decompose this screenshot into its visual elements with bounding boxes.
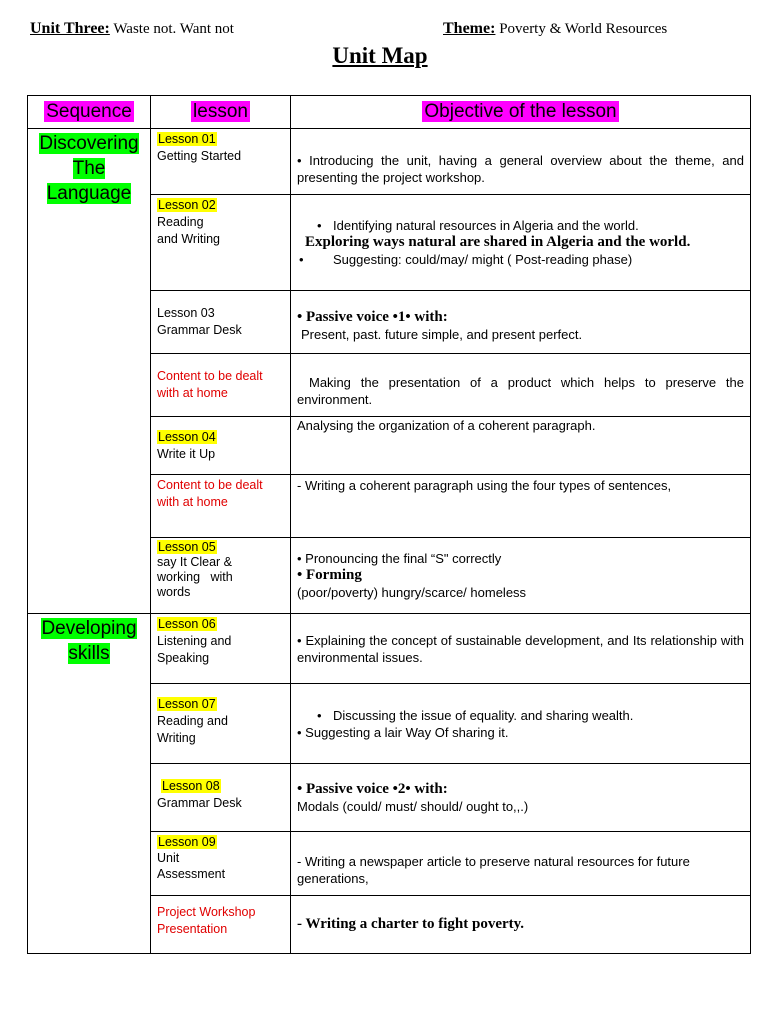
unit-map-table [27, 95, 751, 954]
lesson-cell: Lesson 07 Reading and Writing [151, 684, 291, 764]
objective-cell: • Explaining the concept of sustainable development, and Its relationship with environmental issues. [291, 614, 751, 684]
lesson-cell: Content to be dealt with at home [151, 475, 291, 538]
table-row [28, 129, 751, 195]
lesson-cell: Lesson 06 Listening and Speaking [151, 614, 291, 684]
objective-cell: Analysing the organization of a coherent paragraph. [291, 417, 751, 475]
header-objective: Objective of the lesson [291, 96, 751, 129]
objective-cell: • Identifying natural resources in Algeria and the world. Exploring ways natural are shared in Algeria and the world. • Suggesting: could/may/ might ( Post-reading phase) [291, 195, 751, 291]
objective-cell: • Discussing the issue of equality. and sharing wealth. • Suggesting a lair Way Of sharing it. [291, 684, 751, 764]
objective-cell: • Pronouncing the final “S" correctly • Forming (poor/poverty) hungry/scarce/ homeless [291, 538, 751, 614]
table-header-row [28, 96, 751, 129]
objective-cell: - Writing a coherent paragraph using the four types of sentences, [291, 475, 751, 538]
lesson-cell: Project Workshop Presentation [151, 896, 291, 954]
objective-cell: - Writing a newspaper article to preserve natural resources for future generations, [291, 832, 751, 896]
lesson-cell: Lesson 04 Write it Up [151, 417, 291, 475]
lesson-cell: Lesson 08 Grammar Desk [151, 764, 291, 832]
lesson-cell: Content to be dealt with at home [151, 354, 291, 417]
objective-cell: • Passive voice •1• with: Present, past. future simple, and present perfect. [291, 291, 751, 354]
theme-label: Theme: [443, 20, 496, 37]
page-title: Unit Map [332, 43, 428, 68]
header-sequence: Sequence [28, 96, 151, 129]
lesson-cell: Lesson 02 Reading and Writing [151, 195, 291, 291]
lesson-cell: Lesson 09 Unit Assessment [151, 832, 291, 896]
objective-cell: - Writing a charter to fight poverty. [291, 896, 751, 954]
unit-label: Unit Three: [30, 20, 110, 37]
lesson-cell: Lesson 01 Getting Started [151, 129, 291, 195]
objective-cell: • Passive voice •2• with: Modals (could/ must/ should/ ought to,,.) [291, 764, 751, 832]
unit-value: Waste not. Want not [113, 21, 234, 37]
lesson-cell: Lesson 03 Grammar Desk [151, 291, 291, 354]
sequence-developing: Developing skills [28, 614, 151, 954]
objective-cell: • Introducing the unit, having a general overview about the theme, and presenting the project workshop. [291, 129, 751, 195]
header-lesson: lesson [151, 96, 291, 129]
lesson-cell: Lesson 05 say It Clear & working with words [151, 538, 291, 614]
sequence-discovering: Discovering The Language [28, 129, 151, 614]
theme-value: Poverty & World Resources [499, 21, 668, 37]
table-row [28, 614, 751, 684]
unit-heading [30, 20, 234, 38]
theme-heading [443, 20, 667, 38]
objective-cell: Making the presentation of a product which helps to preserve the environment. [291, 354, 751, 417]
